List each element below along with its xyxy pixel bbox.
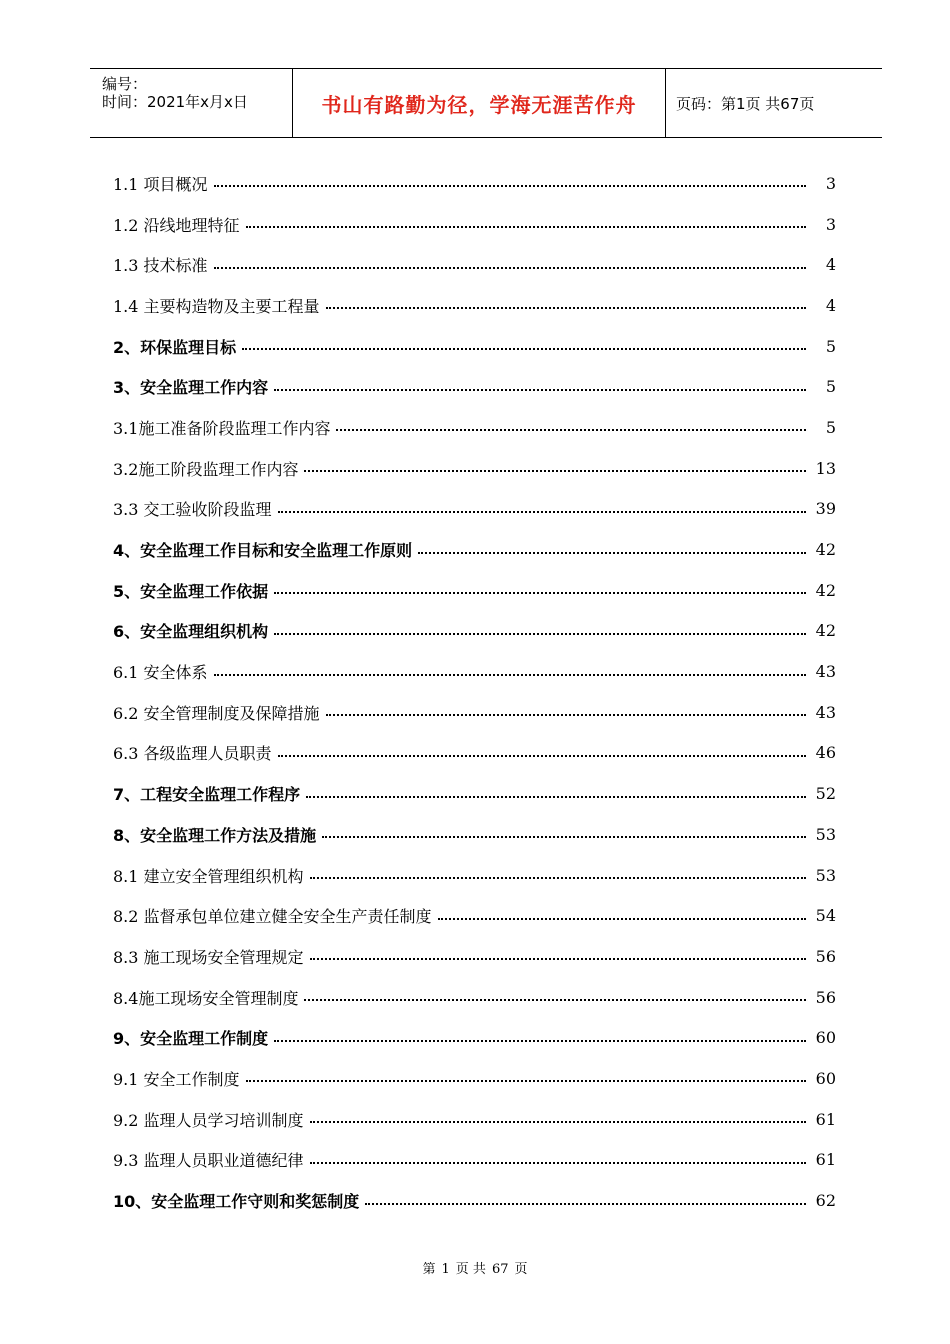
toc-entry-label: 6、安全监理组织机构 (113, 622, 269, 642)
toc-entry-label: 9、安全监理工作制度 (113, 1029, 269, 1049)
toc-entry[interactable] (113, 448, 858, 489)
toc-entry[interactable] (113, 489, 858, 530)
toc-entry-label: 5、安全监理工作依据 (113, 581, 269, 601)
toc-dot-leader (246, 226, 806, 228)
toc-dot-leader (310, 958, 806, 960)
toc-entry[interactable] (113, 1180, 858, 1221)
toc-entry[interactable] (113, 204, 858, 245)
toc-entry[interactable] (113, 855, 858, 896)
toc-dot-leader (242, 348, 806, 350)
toc-dot-leader (278, 511, 806, 513)
toc-entry-page: 53 (815, 865, 836, 885)
toc-entry[interactable] (113, 936, 858, 977)
toc-entry-page: 61 (815, 1109, 836, 1129)
toc-entry-page: 3 (825, 173, 836, 193)
toc-entry-label: 6.2 安全管理制度及保障措施 (113, 703, 320, 723)
toc-entry-page: 4 (825, 255, 836, 275)
toc-dot-leader (306, 796, 806, 798)
toc-dot-leader (310, 877, 806, 879)
toc-dot-leader (438, 918, 806, 920)
toc-entry[interactable] (113, 1017, 858, 1058)
footer-page-number: 1 (441, 1262, 450, 1277)
toc-dot-leader (278, 755, 806, 757)
toc-entry[interactable] (113, 977, 858, 1018)
toc-entry-page: 61 (815, 1150, 836, 1170)
table-of-contents (113, 163, 858, 1221)
toc-dot-leader (274, 633, 806, 635)
footer-suffix: 页 (514, 1262, 528, 1277)
toc-entry-label: 3.2施工阶段监理工作内容 (113, 459, 299, 479)
toc-entry-page: 52 (815, 784, 836, 804)
toc-entry-page: 62 (815, 1191, 836, 1211)
toc-entry[interactable] (113, 285, 858, 326)
toc-dot-leader (274, 592, 806, 594)
toc-entry-page: 5 (825, 417, 836, 437)
header-motto: 书山有路勤为径，学海无涯苦作舟 (321, 92, 637, 117)
header-meta (90, 69, 293, 137)
toc-entry-label: 2、环保监理目标 (113, 337, 237, 357)
toc-dot-leader (246, 1080, 806, 1082)
toc-entry-page: 54 (815, 906, 836, 926)
toc-entry-label: 1.2 沿线地理特征 (113, 215, 240, 235)
toc-entry-label: 1.4 主要构造物及主要工程量 (113, 296, 320, 316)
toc-entry-label: 6.1 安全体系 (113, 663, 208, 683)
toc-entry-label: 8.3 施工现场安全管理规定 (113, 947, 304, 967)
toc-entry-label: 1.1 项目概况 (113, 174, 208, 194)
toc-entry[interactable] (113, 1140, 858, 1181)
toc-entry[interactable] (113, 611, 858, 652)
toc-entry-label: 4、安全监理工作目标和安全监理工作原则 (113, 541, 413, 561)
toc-entry-page: 3 (825, 214, 836, 234)
toc-entry[interactable] (113, 529, 858, 570)
toc-entry[interactable] (113, 692, 858, 733)
toc-entry-page: 5 (825, 377, 836, 397)
toc-entry-label: 8、安全监理工作方法及措施 (113, 825, 317, 845)
toc-dot-leader (214, 267, 806, 269)
header-code-label: 编号： (102, 75, 148, 93)
toc-entry-page: 60 (815, 1028, 836, 1048)
toc-entry-page: 56 (815, 987, 836, 1007)
toc-dot-leader (304, 999, 806, 1001)
toc-entry-page: 13 (815, 458, 836, 478)
toc-entry-page: 4 (825, 295, 836, 315)
toc-entry[interactable] (113, 895, 858, 936)
toc-entry-label: 3、安全监理工作内容 (113, 378, 269, 398)
toc-entry[interactable] (113, 1099, 858, 1140)
toc-entry-page: 60 (815, 1068, 836, 1088)
toc-entry-page: 42 (815, 540, 836, 560)
toc-dot-leader (365, 1203, 806, 1205)
toc-entry[interactable] (113, 1058, 858, 1099)
toc-entry-page: 43 (815, 702, 836, 722)
toc-entry-label: 8.4施工现场安全管理制度 (113, 988, 299, 1008)
toc-dot-leader (322, 836, 806, 838)
toc-dot-leader (304, 470, 806, 472)
toc-dot-leader (326, 307, 806, 309)
toc-entry-page: 46 (815, 743, 836, 763)
header-motto-cell (293, 69, 666, 137)
toc-entry-label: 9.3 监理人员职业道德纪律 (113, 1151, 304, 1171)
toc-entry-label: 3.1施工准备阶段监理工作内容 (113, 418, 331, 438)
toc-entry-label: 3.3 交工验收阶段监理 (113, 500, 272, 520)
toc-dot-leader (336, 429, 806, 431)
footer-prefix: 第 (422, 1262, 436, 1277)
toc-entry-page: 53 (815, 824, 836, 844)
toc-entry-label: 8.2 监督承包单位建立健全安全生产责任制度 (113, 907, 432, 927)
toc-entry-label: 9.1 安全工作制度 (113, 1069, 240, 1089)
toc-entry-label: 10、安全监理工作守则和奖惩制度 (113, 1192, 360, 1212)
toc-entry-label: 7、工程安全监理工作程序 (113, 785, 301, 805)
toc-entry-page: 39 (815, 499, 836, 519)
toc-entry[interactable] (113, 366, 858, 407)
toc-entry[interactable] (113, 244, 858, 285)
toc-dot-leader (274, 389, 806, 391)
toc-dot-leader (214, 674, 806, 676)
header-page-info: 页码：第1页 共67页 (676, 94, 815, 113)
toc-entry[interactable] (113, 814, 858, 855)
toc-entry-page: 42 (815, 621, 836, 641)
toc-entry-page: 56 (815, 946, 836, 966)
toc-entry-page: 43 (815, 662, 836, 682)
footer-total-pages: 67 (491, 1262, 509, 1277)
toc-entry-label: 8.1 建立安全管理组织机构 (113, 866, 304, 886)
header-time-label: 时间：2021年x月x日 (102, 93, 248, 111)
page-footer (0, 1258, 950, 1277)
toc-dot-leader (310, 1121, 806, 1123)
toc-entry[interactable] (113, 407, 858, 448)
toc-entry[interactable] (113, 570, 858, 611)
toc-dot-leader (214, 185, 806, 187)
toc-entry-label: 1.3 技术标准 (113, 256, 208, 276)
toc-entry-page: 5 (825, 336, 836, 356)
toc-entry[interactable] (113, 733, 858, 774)
toc-dot-leader (274, 1040, 806, 1042)
toc-dot-leader (326, 714, 806, 716)
toc-entry-page: 42 (815, 580, 836, 600)
toc-entry[interactable] (113, 163, 858, 204)
page-header (90, 68, 882, 138)
toc-dot-leader (418, 552, 806, 554)
toc-entry[interactable] (113, 773, 858, 814)
toc-entry-label: 6.3 各级监理人员职责 (113, 744, 272, 764)
toc-entry[interactable] (113, 326, 858, 367)
footer-middle: 页 共 (455, 1262, 486, 1277)
toc-dot-leader (310, 1162, 806, 1164)
toc-entry-label: 9.2 监理人员学习培训制度 (113, 1110, 304, 1130)
toc-entry[interactable] (113, 651, 858, 692)
